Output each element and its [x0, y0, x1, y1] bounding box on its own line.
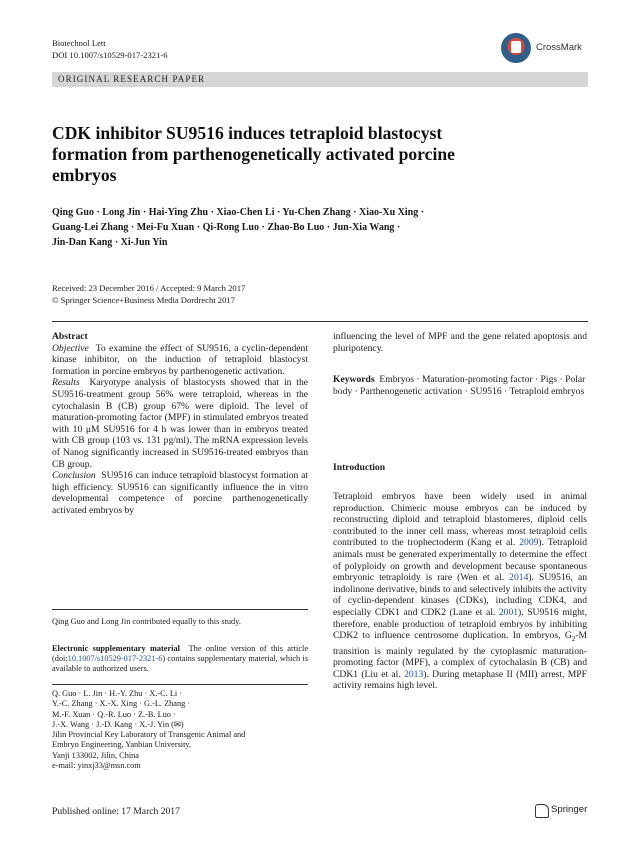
- doi[interactable]: DOI 10.1007/s10529-017-2321-6: [52, 50, 168, 60]
- esm-text-1: The online version of this article (doi:: [52, 644, 308, 663]
- abstract-continued: influencing the level of MPF and the gene related apoptosis and pluripotency.: [333, 331, 587, 354]
- correspondence: [52, 689, 308, 771]
- corr-line-5: Jilin Provincial Key Laboratory of Transgenic Animal and: [52, 730, 246, 740]
- conclusion-text: SU9516 can induce tetraploid blastocyst formation at high efficiency. SU9516 can significantly influence the in vitro developmental competence of porcine parthenogenetically activated embryos by: [52, 470, 308, 516]
- esm-text-2: ) contains supplementary material, which is available to authorized users.: [52, 654, 308, 673]
- crossmark-label: CrossMark: [536, 42, 582, 53]
- crossmark-icon: [501, 33, 531, 63]
- introduction-heading: Introduction: [333, 462, 386, 473]
- esm-doi-link[interactable]: 10.1007/s10529-017-2321-6: [67, 654, 163, 663]
- introduction-body: [333, 491, 587, 692]
- copyright: © Springer Science+Business Media Dordrecht 2017: [52, 295, 235, 305]
- footnote-divider: [52, 609, 308, 610]
- header-divider: [52, 321, 588, 322]
- keywords-label: Keywords: [333, 374, 375, 385]
- title-line-2: formation from parthenogenetically activated porcine: [52, 144, 455, 164]
- esm-label: Electronic supplementary material: [52, 644, 180, 653]
- author-list: [52, 205, 592, 250]
- abstract: [52, 331, 308, 517]
- esm-note: [52, 644, 308, 674]
- corr-email[interactable]: e-mail: yinxj33@msn.com: [52, 761, 141, 771]
- abstract-conclusion: [52, 470, 308, 516]
- corr-line-6: Embryo Engineering, Yanbian University,: [52, 740, 192, 750]
- ref-wen-2014[interactable]: 2014: [509, 572, 529, 584]
- intro-text-a: Tetraploid embryos have been widely used in animal reproduction. Chimeric mouse embryos can be induced by reconstructing diploid and tetraploid blastomeres, diploid cells contributed to the inner cell mass, whereas most tetraploid cells contributed to the trophectoderm (Kang et al.: [333, 491, 587, 549]
- ref-kang-2009[interactable]: 2009: [519, 537, 539, 549]
- corr-line-4: J.-X. Wang · J.-D. Kang · X.-J. Yin (✉): [52, 719, 184, 729]
- intro-text-b: ). Tetraploid animals must be generated experimentally to determine the effect of polyploidy on growth and development because spontaneous embryonic tetraploidy is rare (Wen et al.: [333, 537, 587, 584]
- corr-line-1: Q. Guo · L. Jin · H.-Y. Zhu · X.-C. Li ·: [52, 689, 183, 698]
- title-line-1: CDK inhibitor SU9516 induces tetraploid blastocyst: [52, 123, 443, 143]
- author-line-2: Guang-Lei Zhang · Mei-Fu Xuan · Qi-Rong Luo · Zhao-Bo Luo · Jun-Xia Wang ·: [52, 222, 401, 233]
- corr-line-2: Y.-C. Zhang · X.-X. Xing · G.-L. Zhang ·: [52, 699, 191, 709]
- springer-label: Springer: [551, 804, 588, 815]
- section-label: ORIGINAL RESEARCH PAPER: [58, 74, 206, 84]
- published-online: Published online: 17 March 2017: [52, 806, 180, 817]
- received-accepted: Received: 23 December 2016 / Accepted: 9 March 2017: [52, 283, 246, 293]
- equal-contribution-note: Qing Guo and Long Jin contributed equally to this study.: [52, 617, 241, 626]
- results-label: Results: [52, 377, 80, 389]
- intro-text-f: ). During metaphase II (MII) arrest, MPF activity remains high level.: [333, 668, 587, 692]
- article-dates: [52, 282, 452, 306]
- intro-text-d: ). SU9516 might, therefore, enable production of tetraploid embryos by inhibiting CDK2 to influence centrosome duplication. In embryos, G: [333, 606, 587, 642]
- g2-subscript: 2: [571, 635, 576, 644]
- author-line-3: Jin-Dan Kang · Xi-Jun Yin: [52, 237, 168, 248]
- corr-line-7: Yanji 133002, Jilin, China: [52, 750, 139, 760]
- article-title: [52, 123, 592, 186]
- objective-text: To examine the effect of SU9516, a cyclin-dependent kinase inhibitor, on the induction of tetraploid blastocyst formation in porcine embryos by parthenogenetic activation.: [52, 342, 308, 377]
- corr-line-3: M.-F. Xuan · Q.-R. Luo · Z.-B. Luo ·: [52, 709, 176, 719]
- intro-text-c: ). SU9516, an indolinone derivative, binds to and selectively inhibits the activity of cyclin-dependent kinases (CDKs), including CDK4, and especially CDK1 and CDK2 (Lane et al.: [333, 572, 587, 618]
- abstract-objective: [52, 343, 308, 378]
- conclusion-label: Conclusion: [52, 470, 96, 482]
- ref-liu-2013[interactable]: 2013: [404, 668, 424, 680]
- abstract-heading: Abstract: [52, 331, 88, 342]
- springer-horse-icon: [535, 804, 549, 818]
- results-text: Karyotype analysis of blastocysts showed that in the SU9516-treatment group 56% were tetraploid, whereas in the cytochalasin B (CB) group 67% were diploid. The level of maturation-promoting factor (MPF) in stimulated embryos treated with 10 μM SU9516 for 4 h was lower than in embryos treated with CB group (103 vs. 131 pg/ml). The mRNA expression levels of Nanog significantly increased in SU9516-treated embryos than CB group.: [52, 377, 309, 470]
- crossmark-badge[interactable]: [501, 33, 621, 63]
- section-banner: [52, 72, 588, 87]
- intro-text-e: -M transition is mainly regulated by the cytoplasmic maturation-promoting factor (MPF), a complex of cytochalasin B (CB) and CDK1 (Liu et al.: [333, 630, 587, 680]
- abstract-results: [52, 377, 308, 470]
- objective-label: Objective: [52, 342, 89, 354]
- title-line-3: embryos: [52, 165, 117, 185]
- keywords: [333, 374, 587, 397]
- keywords-text: Embryos · Maturation-promoting factor · Pigs · Polar body · Parthenogenetic activation · SU9516 · Tetraploid embryos: [333, 374, 586, 397]
- springer-logo: [535, 804, 605, 818]
- ref-lane-2001[interactable]: 2001: [498, 606, 519, 618]
- journal-name: Biotechnol Lett: [52, 38, 106, 48]
- correspondence-divider: [52, 684, 308, 685]
- author-line-1: Qing Guo · Long Jin · Hai-Ying Zhu · Xiao-Chen Li · Yu-Chen Zhang · Xiao-Xu Xing ·: [52, 207, 425, 218]
